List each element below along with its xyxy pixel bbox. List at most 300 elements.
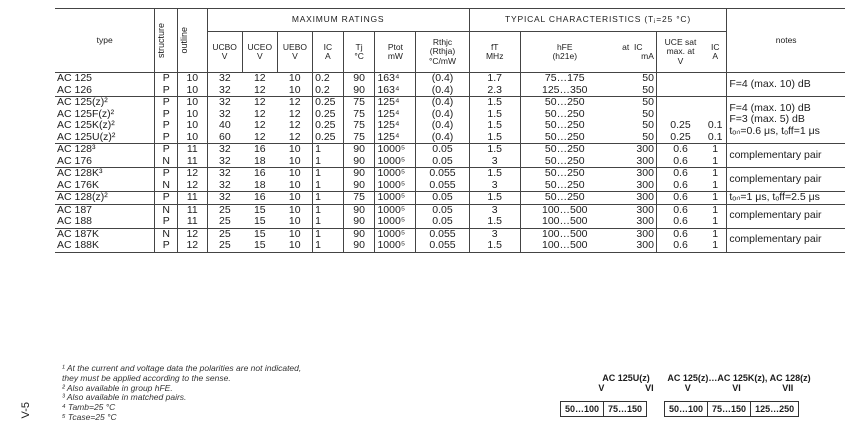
cell-usat [656, 97, 704, 109]
note-line: F=3 (max. 5) dB [729, 113, 805, 126]
cell-uceo: 16 [253, 143, 266, 155]
cell-ic: 1 [313, 144, 344, 156]
cell-usat: 0.6 [673, 143, 688, 155]
cell-ic: 0.25 [313, 97, 344, 109]
transistor-data-table [55, 8, 845, 253]
cell-ica [704, 85, 727, 97]
cell-s: P [155, 120, 178, 132]
cell-uceo: 12 [253, 96, 266, 108]
cell-type: AC 188 [55, 216, 155, 228]
cell-ptot: 1000⁵ [375, 204, 416, 216]
cell-ic: 0.2 [313, 85, 344, 97]
header-ic: IC A [313, 32, 344, 73]
header-uceo: UCEO V [242, 32, 277, 73]
cell-s: P [155, 97, 178, 109]
header-hfe: hFE (h21e) [520, 32, 609, 73]
cell-rth: (0.4) [416, 132, 469, 144]
cell-tj: 90 [343, 180, 375, 192]
cell-hfe: 50…250 [520, 192, 609, 205]
grouping-a-bins [560, 401, 647, 417]
cell-uebo: 10 [277, 144, 312, 156]
cell-tj: 90 [343, 73, 375, 85]
table-row [55, 156, 845, 168]
header-structure: structure [156, 22, 167, 58]
table-row [55, 132, 845, 144]
cell-uebo: 10 [277, 192, 312, 205]
table-row [55, 228, 845, 240]
cell-o: 12 [178, 240, 208, 252]
cell-type: AC 176 [55, 156, 155, 168]
footnote-3: ³ Also available in matched pairs. [62, 392, 187, 403]
table-row [55, 192, 845, 205]
cell-ucbo: 40 [219, 120, 231, 131]
cell-icm: 50 [609, 97, 657, 109]
cell-icm: 50 [609, 109, 657, 121]
cell-ft: 1.5 [469, 144, 520, 156]
cell-tj: 90 [343, 240, 375, 252]
cell-s: P [155, 73, 178, 85]
cell-ic: 0.2 [313, 73, 344, 85]
cell-ucbo: 32 [207, 85, 242, 97]
cell-tj: 75 [343, 132, 375, 144]
cell-o: 11 [178, 144, 208, 156]
cell-rth: 0.055 [416, 240, 469, 252]
cell-o: 12 [178, 168, 208, 180]
table-row [55, 204, 845, 216]
cell-hfe: 125…350 [520, 85, 609, 97]
cell-rth: 0.05 [416, 156, 469, 168]
note-line: complementary pair [729, 172, 822, 185]
cell-s: P [155, 144, 178, 156]
cell-ft: 3 [469, 204, 520, 216]
header-notes: notes [727, 9, 845, 73]
cell-type: AC 125 [55, 73, 155, 85]
table-row [55, 216, 845, 228]
cell-hfe: 50…250 [520, 180, 609, 192]
cell-type: AC 125F(z)² [55, 109, 155, 121]
cell-uebo: 10 [277, 85, 312, 97]
cell-ic: 0.25 [313, 109, 344, 121]
grouping-a-title: AC 125U(z) [602, 373, 650, 383]
cell-ica: 1 [704, 180, 727, 192]
cell-note [727, 73, 845, 97]
cell-note [727, 97, 845, 144]
cell-uebo: 10 [277, 156, 312, 168]
cell-tj: 75 [343, 109, 375, 121]
cell-type: AC 187 [55, 204, 155, 216]
note-line: complementary pair [729, 148, 822, 161]
cell-ica: 1 [704, 240, 727, 252]
header-ucesat: UCE sat max. at V [656, 32, 704, 73]
footnote-4: ⁴ Tamb=25 °C [62, 402, 116, 413]
cell-uebo: 10 [277, 216, 312, 228]
cell-icm: 300 [609, 216, 657, 228]
cell-uceo: 12 [253, 72, 266, 84]
cell-ptot: 1000⁵ [375, 216, 416, 228]
cell-ptot: 1000⁵ [375, 156, 416, 168]
cell-uceo: 18 [242, 156, 277, 168]
note-line: F=4 (max. 10) dB [729, 77, 811, 90]
cell-uceo: 15 [253, 228, 266, 240]
cell-note [727, 228, 845, 252]
cell-usat: 0.6 [656, 192, 704, 205]
cell-type: AC 128(z)² [55, 192, 155, 205]
header-type: type [55, 9, 155, 73]
note-line: tₒₙ=0.6 μs, tₒff=1 μs [729, 124, 820, 137]
cell-uebo: 10 [277, 240, 312, 252]
cell-tj: 75 [343, 192, 375, 205]
cell-hfe: 100…500 [520, 240, 609, 252]
cell-ft: 2.3 [469, 85, 520, 97]
cell-type: AC 128³ [55, 144, 155, 156]
table-row [55, 109, 845, 121]
cell-type: AC 176K [55, 180, 155, 192]
cell-ptot: 1000⁵ [375, 192, 416, 205]
cell-rth: 0.055 [416, 180, 469, 192]
cell-o: 11 [178, 192, 208, 205]
table-row [55, 85, 845, 97]
cell-usat: 0.6 [673, 228, 688, 240]
cell-ica: 1 [704, 216, 727, 228]
cell-ic: 1 [313, 228, 344, 240]
cell-ft: 3 [469, 228, 520, 240]
cell-ft: 1.5 [469, 109, 520, 121]
cell-ucbo: 25 [219, 228, 231, 240]
cell-ft: 1.5 [469, 168, 520, 180]
cell-hfe: 50…250 [520, 132, 609, 144]
table-row [55, 168, 845, 180]
cell-rth: 0.05 [416, 144, 469, 156]
cell-ic: 1 [313, 192, 344, 205]
cell-usat [656, 73, 704, 85]
cell-ica: 1 [704, 156, 727, 168]
cell-ptot: 125⁴ [375, 132, 416, 144]
cell-s: P [155, 216, 178, 228]
cell-rth: 0.055 [416, 228, 469, 240]
cell-ucbo: 32 [219, 108, 231, 120]
cell-o: 10 [178, 120, 208, 132]
cell-rth: (0.4) [416, 73, 469, 85]
cell-ica [704, 109, 727, 121]
cell-hfe: 75…175 [544, 72, 585, 84]
cell-s: N [155, 228, 178, 240]
cell-usat: 0.6 [656, 180, 704, 192]
header-uebo: UEBO V [277, 32, 312, 73]
header-at-ic: at IC mA [609, 32, 657, 73]
grouping-b [664, 373, 814, 393]
cell-note [727, 144, 845, 168]
table-row [55, 240, 845, 252]
cell-ucbo: 32 [219, 167, 231, 179]
cell-icm: 300 [609, 180, 657, 192]
header-ic-a: IC A [704, 32, 727, 73]
grouping-b-grade: VII [782, 383, 794, 393]
cell-ft: 1.5 [469, 216, 520, 228]
cell-s: P [155, 85, 178, 97]
header-ptot: Ptot mW [375, 32, 416, 73]
cell-note [727, 168, 845, 192]
cell-uceo: 15 [253, 204, 266, 216]
cell-uceo: 15 [242, 240, 277, 252]
header-ft: fT MHz [469, 32, 520, 73]
table-row [55, 180, 845, 192]
note-line: tₒₙ=1 μs, tₒff=2.5 μs [729, 191, 820, 203]
cell-rth: (0.4) [416, 109, 469, 121]
footnote-5: ⁵ Tcase=25 °C [62, 411, 117, 422]
cell-usat: 0.25 [656, 132, 704, 144]
cell-s: N [155, 156, 178, 168]
cell-type: AC 187K [55, 228, 155, 240]
header-max-ratings: MAXIMUM RATINGS [207, 9, 469, 32]
cell-rth: 0.055 [416, 168, 469, 180]
cell-ic: 1 [313, 180, 344, 192]
cell-ica: 0.1 [704, 120, 727, 132]
cell-tj: 90 [343, 144, 375, 156]
cell-ptot: 1000⁵ [375, 180, 416, 192]
cell-o: 10 [178, 109, 208, 121]
cell-ucbo: 32 [207, 156, 242, 168]
grouping-b-grade: V [684, 383, 691, 393]
cell-ucbo: 32 [207, 192, 242, 205]
cell-usat: 0.6 [656, 240, 704, 252]
cell-ic: 1 [313, 156, 344, 168]
grouping-a-bin: 75…150 [608, 404, 643, 414]
cell-hfe: 50…250 [544, 143, 585, 155]
cell-icm: 50 [609, 120, 657, 132]
cell-type: AC 125U(z)² [55, 132, 155, 144]
grouping-b-bin: 75…150 [708, 402, 751, 416]
cell-ft: 1.5 [469, 97, 520, 109]
cell-ica: 1 [704, 192, 727, 205]
cell-uceo: 16 [242, 192, 277, 205]
cell-ucbo: 25 [207, 240, 242, 252]
cell-uebo: 10 [277, 168, 312, 180]
cell-rth: 0.05 [416, 204, 469, 216]
cell-icm: 300 [609, 168, 657, 180]
cell-icm: 300 [609, 192, 657, 205]
grouping-b-bins [664, 401, 799, 417]
cell-s: P [155, 240, 178, 252]
note-line: complementary pair [729, 233, 822, 246]
cell-type: AC 125K(z)² [55, 120, 155, 132]
cell-ptot: 1000⁵ [375, 228, 416, 240]
note-line: F=4 (max. 10) dB [729, 101, 811, 114]
cell-uebo: 12 [277, 109, 312, 121]
cell-o: 10 [178, 85, 208, 97]
cell-ica [704, 73, 727, 85]
footnotes [62, 364, 301, 423]
cell-tj: 90 [343, 228, 375, 240]
cell-uceo: 16 [253, 167, 266, 179]
cell-uebo: 12 [277, 97, 312, 109]
cell-ptot: 1000⁵ [375, 240, 416, 252]
header-ucbo: UCBO V [207, 32, 242, 73]
cell-ic: 1 [313, 168, 344, 180]
cell-type: AC 188K [55, 240, 155, 252]
cell-hfe: 50…250 [544, 120, 585, 131]
cell-ptot: 163⁴ [375, 73, 416, 85]
cell-s: N [155, 180, 178, 192]
cell-ica: 1 [704, 168, 727, 180]
cell-ucbo: 32 [219, 72, 231, 84]
cell-uceo: 12 [253, 120, 266, 131]
cell-uceo: 12 [242, 132, 277, 144]
cell-ucbo: 60 [207, 132, 242, 144]
cell-hfe: 100…500 [541, 228, 588, 240]
cell-s: P [155, 132, 178, 144]
cell-rth: (0.4) [416, 97, 469, 109]
cell-hfe: 100…500 [541, 204, 588, 216]
cell-hfe: 100…500 [520, 216, 609, 228]
cell-ucbo: 32 [207, 180, 242, 192]
cell-o: 10 [178, 132, 208, 144]
cell-o: 10 [178, 97, 208, 109]
grouping-b-grade: VI [732, 383, 741, 393]
cell-ic: 0.25 [313, 120, 344, 132]
cell-ucbo: 25 [219, 204, 231, 216]
cell-usat: 0.25 [670, 120, 691, 131]
cell-icm: 50 [609, 132, 657, 144]
cell-usat [656, 85, 704, 97]
cell-ptot: 1000⁵ [375, 144, 416, 156]
cell-ic: 1 [313, 240, 344, 252]
cell-ica: 0.1 [704, 132, 727, 144]
cell-s: P [155, 168, 178, 180]
grouping-b-bin: 125…250 [755, 404, 795, 414]
cell-o: 12 [178, 180, 208, 192]
cell-s: P [155, 192, 178, 205]
grouping-a-bin: 50…100 [561, 402, 604, 416]
footnote-1: ¹ At the current and voltage data the polarities are not indicated, [62, 363, 302, 373]
cell-tj: 90 [343, 216, 375, 228]
cell-hfe: 50…250 [544, 108, 585, 120]
cell-tj: 90 [343, 85, 375, 97]
cell-ptot: 125⁴ [375, 109, 416, 121]
cell-tj: 90 [343, 156, 375, 168]
cell-icm: 50 [609, 73, 657, 85]
cell-type: AC 128K³ [55, 168, 155, 180]
cell-uceo: 12 [253, 108, 266, 120]
cell-note [727, 204, 845, 228]
cell-ica [704, 97, 727, 109]
cell-rth: 0.05 [416, 216, 469, 228]
cell-uebo: 10 [277, 180, 312, 192]
cell-o: 12 [178, 228, 208, 240]
cell-uebo: 10 [277, 204, 312, 216]
cell-uceo: 15 [242, 216, 277, 228]
cell-ucbo: 25 [207, 216, 242, 228]
grouping-a-grade: V [598, 383, 605, 393]
cell-ica: 1 [704, 228, 727, 240]
cell-ica: 1 [704, 144, 727, 156]
cell-hfe: 50…250 [544, 167, 585, 179]
cell-icm: 300 [609, 204, 657, 216]
grouping-b-title: AC 125(z)…AC 125K(z), AC 128(z) [667, 373, 811, 383]
cell-usat: 0.6 [656, 216, 704, 228]
cell-icm: 300 [609, 144, 657, 156]
cell-rth: 0.05 [416, 192, 469, 205]
cell-hfe: 50…250 [544, 96, 585, 108]
cell-type: AC 125(z)² [55, 97, 155, 109]
header-tj: Tj °C [343, 32, 375, 73]
cell-ptot: 163⁴ [375, 85, 416, 97]
table-row [55, 73, 845, 85]
cell-o: 11 [178, 156, 208, 168]
cell-o: 10 [178, 73, 208, 85]
cell-tj: 75 [343, 120, 375, 132]
cell-usat: 0.6 [673, 167, 688, 179]
cell-ft: 1.5 [469, 192, 520, 205]
cell-uebo: 10 [277, 73, 312, 85]
cell-tj: 90 [343, 168, 375, 180]
cell-note [727, 192, 845, 205]
cell-ucbo: 32 [219, 96, 231, 108]
cell-ptot: 1000⁵ [375, 168, 416, 180]
table-row [55, 144, 845, 156]
cell-rth: (0.4) [416, 120, 469, 132]
cell-ft: 3 [469, 156, 520, 168]
cell-ptot: 125⁴ [375, 120, 416, 132]
cell-hfe: 50…250 [520, 156, 609, 168]
cell-ft: 1.7 [469, 73, 520, 85]
cell-ptot: 125⁴ [375, 97, 416, 109]
cell-uebo: 10 [277, 228, 312, 240]
table-row [55, 120, 845, 132]
cell-usat [656, 109, 704, 121]
grouping-a-grade: VI [645, 383, 654, 393]
cell-usat: 0.6 [673, 204, 688, 216]
page-number: V-5 [20, 402, 32, 419]
cell-tj: 90 [343, 204, 375, 216]
cell-icm: 300 [609, 240, 657, 252]
cell-ic: 1 [313, 204, 344, 216]
cell-o: 11 [178, 216, 208, 228]
cell-icm: 300 [609, 156, 657, 168]
cell-ica: 1 [704, 204, 727, 216]
cell-ft: 3 [469, 180, 520, 192]
cell-type: AC 126 [55, 85, 155, 97]
cell-ft: 1.5 [469, 120, 520, 132]
cell-s: N [155, 204, 178, 216]
cell-icm: 50 [609, 85, 657, 97]
cell-uceo: 18 [242, 180, 277, 192]
cell-ucbo: 32 [219, 143, 231, 155]
cell-s: P [155, 109, 178, 121]
grouping-a [578, 373, 674, 393]
cell-rth: (0.4) [416, 85, 469, 97]
cell-icm: 300 [609, 228, 657, 240]
header-rth: Rthjc (Rthja) °C/mW [416, 32, 469, 73]
note-line: complementary pair [729, 209, 822, 222]
table-row [55, 97, 845, 109]
cell-tj: 75 [343, 97, 375, 109]
grouping-b-bin: 50…100 [665, 402, 708, 416]
cell-ft: 1.5 [469, 240, 520, 252]
footnote-1-cont: they must be applied according to the sense. [62, 372, 231, 383]
cell-uebo: 12 [277, 132, 312, 144]
header-outline: outline [179, 27, 190, 54]
cell-uceo: 12 [242, 85, 277, 97]
cell-ft: 1.5 [469, 132, 520, 144]
cell-ic: 0.25 [313, 132, 344, 144]
header-typical: TYPICAL CHARACTERISTICS (Tⱼ=25 °C) [469, 9, 727, 32]
cell-usat: 0.6 [656, 156, 704, 168]
cell-uebo: 12 [277, 120, 312, 132]
footnote-2: ² Also available in group hFE. [62, 382, 173, 393]
cell-o: 11 [178, 204, 208, 216]
table-body [55, 73, 845, 253]
cell-ic: 1 [313, 216, 344, 228]
